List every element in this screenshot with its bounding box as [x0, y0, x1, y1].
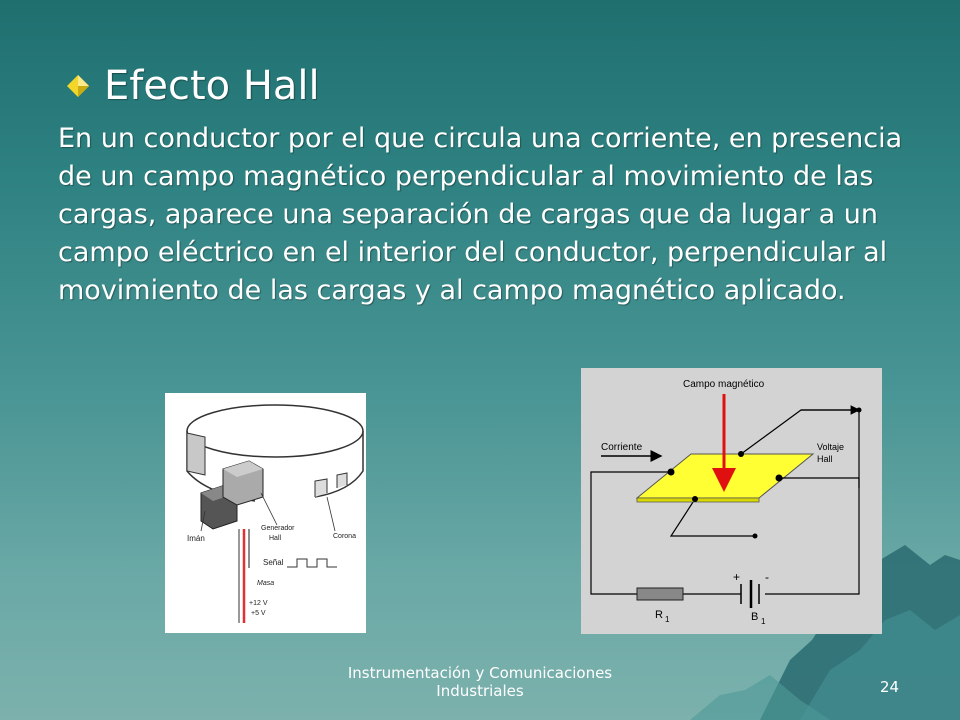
label-iman: Imán	[187, 534, 205, 543]
footer-title	[330, 664, 630, 700]
diamond-bullet-icon	[66, 74, 90, 98]
label-r-sub: 1	[665, 615, 670, 624]
footer-line-1: Instrumentación y Comunicaciones	[347, 664, 613, 682]
label-5v: +5 V	[251, 610, 266, 617]
footer-line-2: Industriales	[436, 682, 524, 700]
label-senal: Señal	[263, 558, 284, 567]
label-masa: Masa	[257, 580, 275, 587]
label-voltaje-hall: Hall	[817, 454, 833, 464]
label-generador-hall: Hall	[269, 535, 282, 542]
hall-sensor-drawing	[165, 393, 366, 633]
label-minus: -	[765, 570, 769, 584]
label-corriente: Corriente	[601, 442, 643, 453]
label-12v: +12 V	[249, 600, 268, 607]
label-generador: Generador	[261, 525, 295, 532]
hall-sensor-figure	[165, 393, 366, 633]
label-r: R	[655, 609, 663, 621]
slide-title: Efecto Hall	[104, 63, 320, 109]
label-plus: +	[733, 570, 741, 584]
title-row	[66, 62, 320, 110]
label-corona: Corona	[333, 533, 356, 540]
body-paragraph: En un conductor por el que circula una corriente, en presencia de un campo magnético perpendicular al movimiento de las cargas, aparece una separación de cargas que da lugar a un campo eléctrico en el interior del conductor, perpendicular al movimiento de las cargas y al campo magnético aplicado.	[58, 123, 903, 306]
hall-circuit-figure	[581, 368, 882, 634]
label-campo-magnetico: Campo magnético	[683, 379, 765, 390]
label-voltaje: Voltaje	[817, 442, 845, 452]
label-b: B	[751, 611, 759, 623]
label-b-sub: 1	[761, 617, 766, 626]
hall-circuit-drawing	[581, 368, 882, 634]
page-number: 24	[880, 678, 900, 696]
